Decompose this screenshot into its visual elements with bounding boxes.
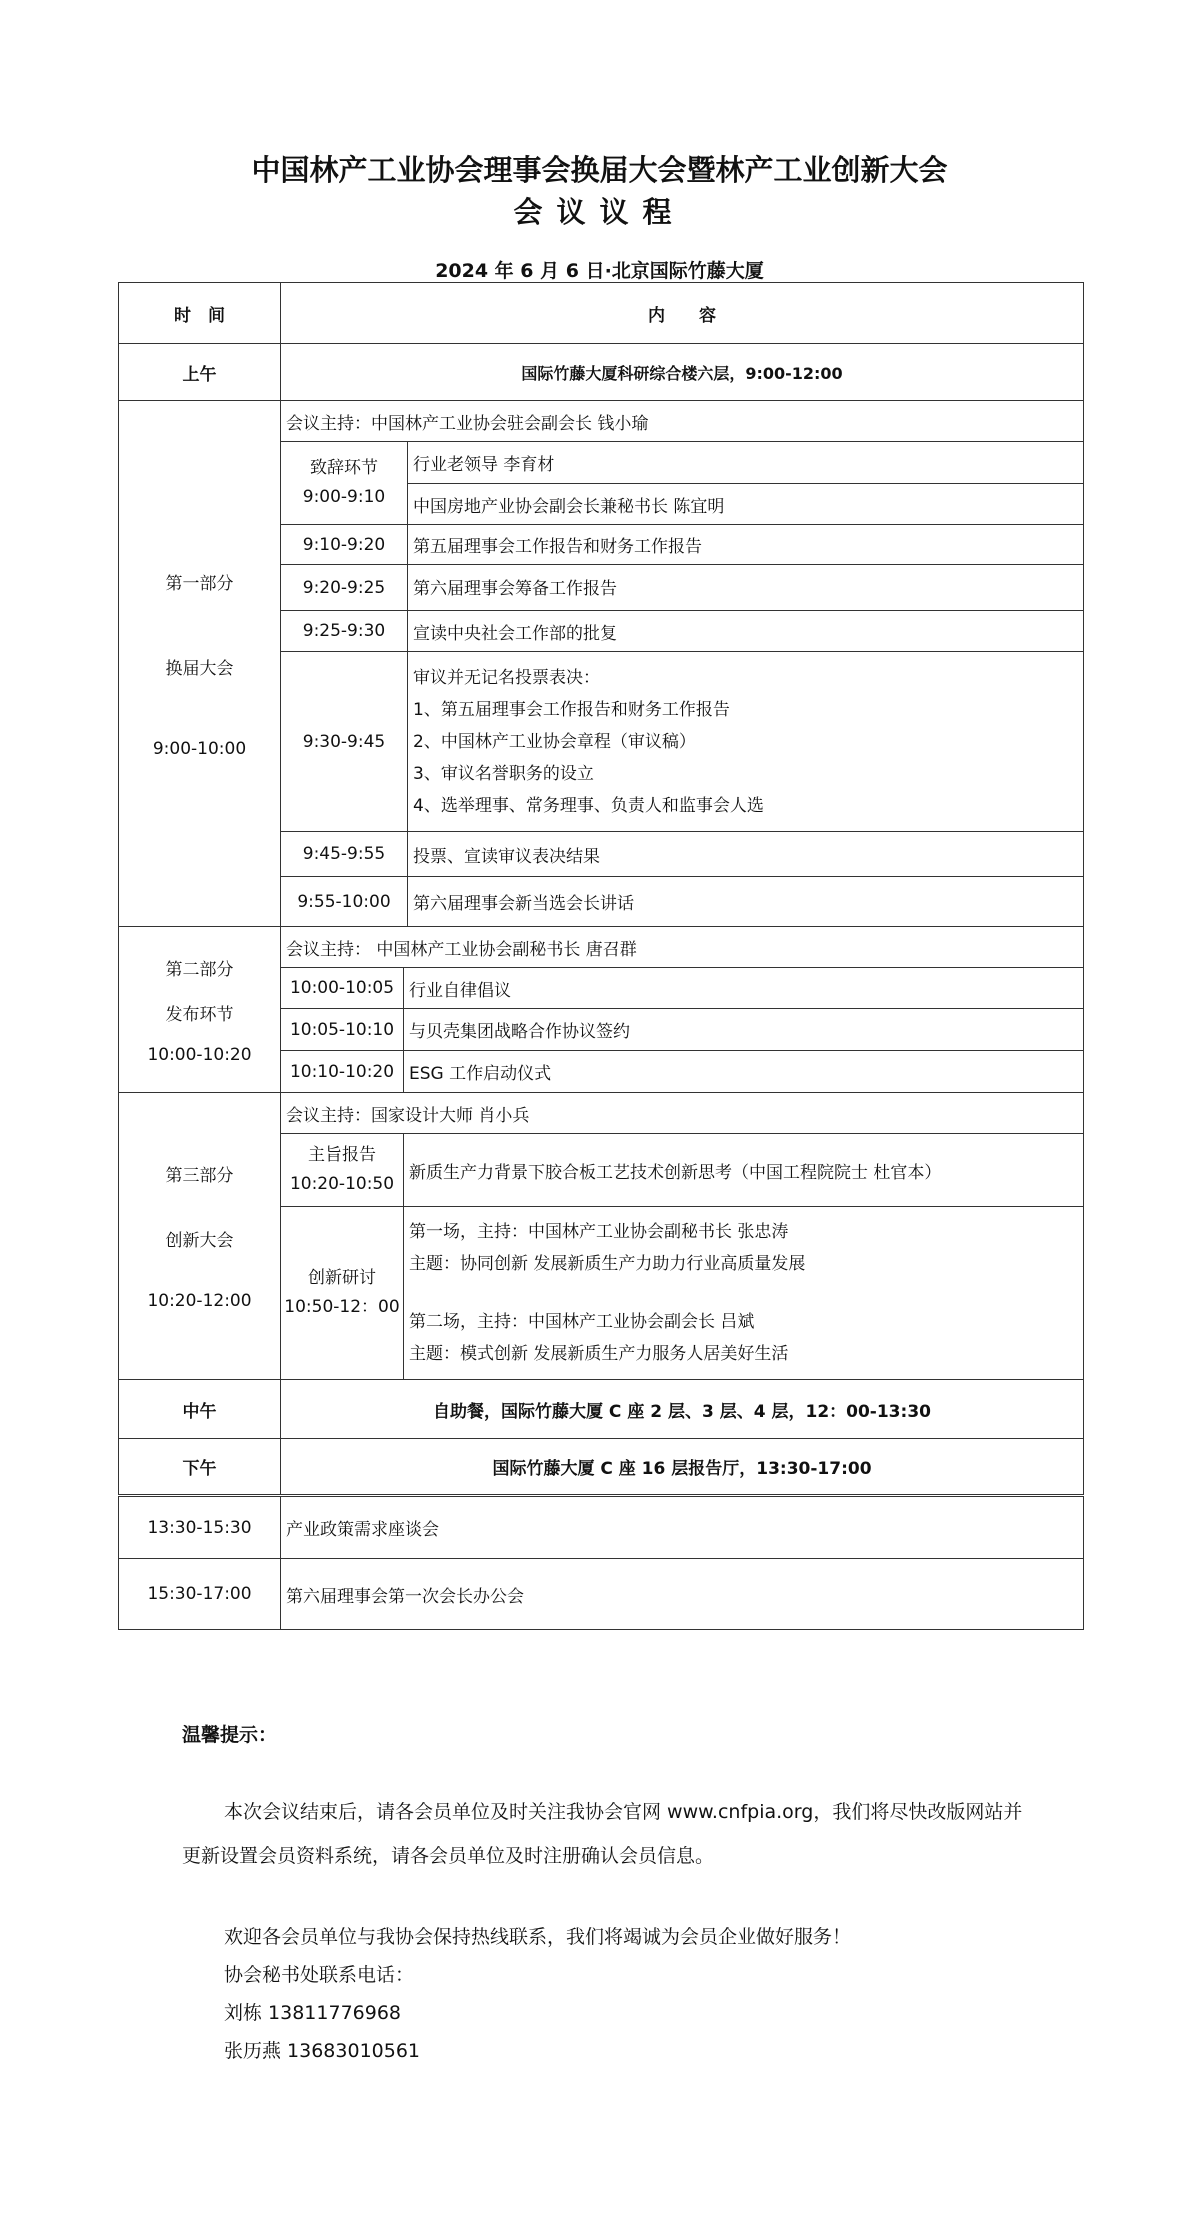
row-time: 10:05-10:10 [280,1008,404,1051]
contact-numbers [224,1994,1074,2070]
vote-line: 4、选举理事、常务理事、负责人和监事会人选 [413,795,764,816]
noon-label: 中午 [118,1379,281,1439]
row-content: 第五届理事会工作报告和财务工作报告 [407,524,1084,565]
row-content: 行业自律倡议 [403,967,1084,1009]
row-content: 投票、宣读审议表决结果 [407,831,1084,877]
part1-name: 第一部分 [165,573,234,594]
header-content: 内 容 [280,282,1084,344]
part1-host: 会议主持：中国林产工业协会驻会副会长 钱小瑜 [280,400,1084,442]
row-time: 9:10-9:20 [280,524,408,565]
part2-label [118,926,281,1093]
seminar-content [403,1206,1084,1380]
morning-location: 国际竹藤大厦科研综合楼六层，9:00-12:00 [280,343,1084,401]
part3-label [118,1092,281,1380]
vote-line: 3、审议名誉职务的设立 [413,763,594,784]
seminar-line: 主题：模式创新 发展新质生产力服务人居美好生活 [409,1344,789,1364]
row-content: ESG 工作启动仪式 [403,1050,1084,1093]
page-title: 中国林产工业协会理事会换届大会暨林产工业创新大会 [251,153,948,187]
tips-service-text: 欢迎各会员单位与我协会保持热线联系，我们将竭诚为会员企业做好服务！ [224,1926,852,1948]
part2-name: 第二部分 [165,959,234,980]
vote-line: 2、中国林产工业协会章程（审议稿） [413,731,696,752]
pm-row-time: 13:30-15:30 [118,1496,281,1559]
morning-label: 上午 [118,343,281,401]
part1-time: 9:00-10:00 [152,738,247,759]
tips-contact-block [224,1918,1074,2070]
header-time: 时 间 [118,282,281,344]
vote-items [407,651,1084,832]
vote-line: 审议并无记名投票表决： [413,667,600,688]
meeting-date-location: 2024 年 6 月 6 日·北京国际竹藤大厦 [435,260,764,282]
vote-time: 9:30-9:45 [280,651,408,832]
keynote-time: 10:20-10:50 [289,1174,395,1194]
part2-theme: 发布环节 [165,1004,234,1025]
speech-label: 致辞环节 [310,458,378,478]
vote-line: 1、第五届理事会工作报告和财务工作报告 [413,699,730,720]
row-content: 第六届理事会筹备工作报告 [407,564,1084,611]
contact-label: 协会秘书处联系电话： [224,1964,415,1986]
row-content: 宣读中央社会工作部的批复 [407,610,1084,652]
seminar-line: 第一场，主持：中国林产工业协会副秘书长 张忠涛 [409,1222,789,1242]
afternoon-label: 下午 [118,1438,281,1495]
keynote-content: 新质生产力背景下胶合板工艺技术创新思考（中国工程院院士 杜官本） [403,1133,1084,1207]
row-content: 与贝壳集团战略合作协议签约 [403,1008,1084,1051]
row-time: 9:55-10:00 [280,876,408,927]
row-time: 9:45-9:55 [280,831,408,877]
part2-time: 10:00-10:20 [147,1044,252,1065]
part1-label [118,400,281,927]
page-subtitle-agenda: 会议议程 [513,195,686,229]
seminar-line: 主题：协同创新 发展新质生产力助力行业高质量发展 [409,1254,806,1274]
contact-person: 张历燕 13683010561 [224,2040,421,2062]
row-time: 10:00-10:05 [280,967,404,1009]
afternoon-content: 国际竹藤大厦 C 座 16 层报告厅，13:30-17:00 [280,1438,1084,1495]
tips-title: 温馨提示： [182,1724,278,1746]
contact-person: 刘栋 13811776968 [224,2002,402,2024]
seminar-label: 创新研讨 [308,1268,376,1288]
speech-1: 行业老领导 李育材 [407,441,1084,484]
speech-2: 中国房地产业协会副会长兼秘书长 陈宜明 [407,483,1084,525]
part2-host: 会议主持： 中国林产工业协会副秘书长 唐召群 [280,926,1084,968]
row-time: 9:25-9:30 [280,610,408,652]
row-time: 9:20-9:25 [280,564,408,611]
pm-row-content: 产业政策需求座谈会 [280,1496,1084,1559]
keynote-label: 主旨报告 [308,1145,376,1165]
row-content: 第六届理事会新当选会长讲话 [407,876,1084,927]
part3-host: 会议主持：国家设计大师 肖小兵 [280,1092,1084,1134]
speech-label-cell [280,441,408,525]
pm-row-time: 15:30-17:00 [118,1558,281,1630]
seminar-time: 10:50-12：00 [284,1297,400,1317]
seminar-label-cell [280,1206,404,1380]
speech-time: 9:00-9:10 [302,487,386,507]
row-time: 10:10-10:20 [280,1050,404,1093]
seminar-line: 第二场，主持：中国林产工业协会副会长 吕斌 [409,1312,755,1332]
part3-time: 10:20-12:00 [147,1291,252,1311]
part3-name: 第三部分 [165,1166,234,1186]
part1-theme: 换届大会 [165,658,234,679]
keynote-label-cell [280,1133,404,1207]
noon-content: 自助餐，国际竹藤大厦 C 座 2 层、3 层、4 层，12：00-13:30 [280,1379,1084,1439]
tips-paragraph: 本次会议结束后，请各会员单位及时关注我协会官网 www.cnfpia.org，我们将尽快改版网站并更新设置会员资料系统，请各会员单位及时注册确认会员信息。 [182,1801,1023,1867]
part3-theme: 创新大会 [165,1231,234,1251]
pm-row-content: 第六届理事会第一次会长办公会 [280,1558,1084,1630]
